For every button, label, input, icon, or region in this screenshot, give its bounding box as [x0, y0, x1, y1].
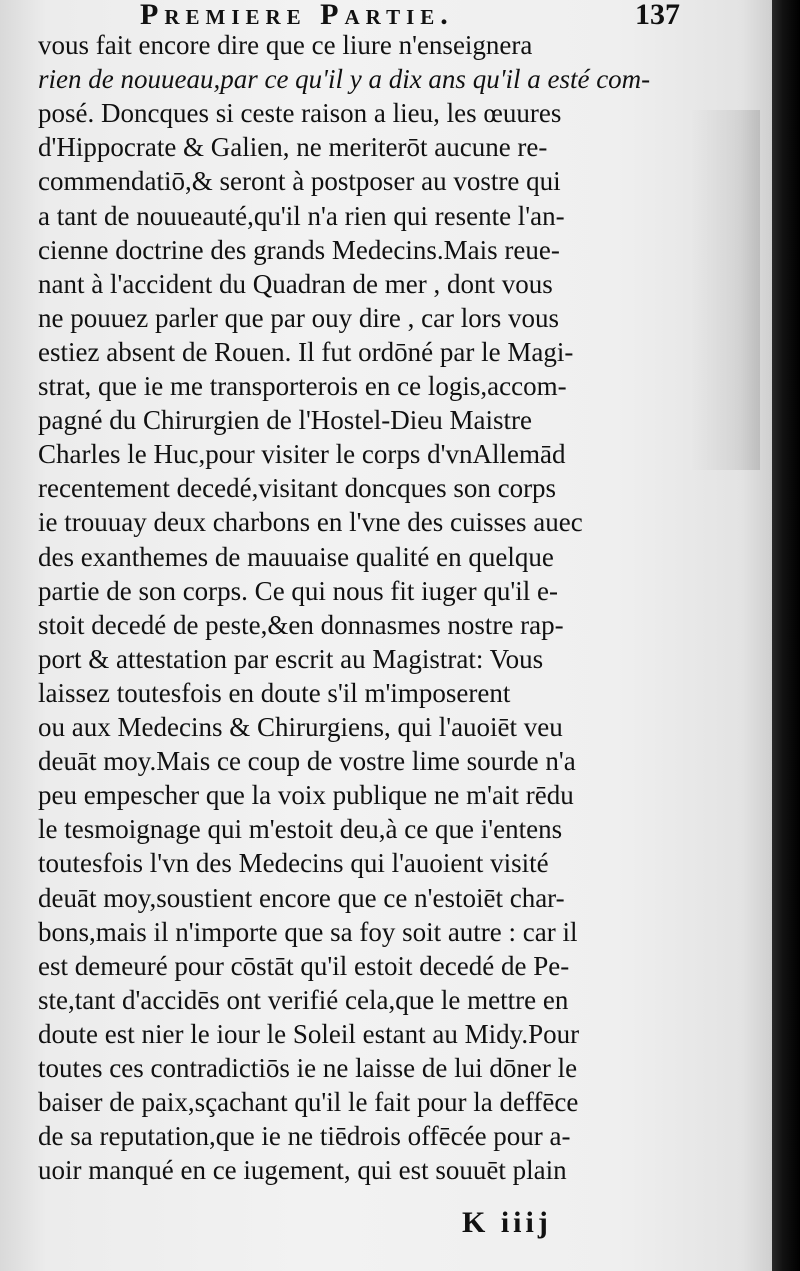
text-line: deuāt moy.Mais ce coup de vostre lime sourde n'a [38, 746, 576, 777]
text-line: strat, que ie me transporterois en ce logis,accom- [38, 371, 567, 401]
text-line: baiser de paix,sçachant qu'il le fait pour la deffēce [38, 1087, 579, 1118]
text-line: des exanthemes de mauuaise qualité en quelque [38, 541, 554, 572]
text-line: cienne doctrine des grands Medecins.Mais reue- [38, 234, 560, 265]
text-line: pagné du Chirurgien de l'Hostel-Dieu Maistre [38, 405, 533, 436]
page-number: 137 [635, 0, 680, 31]
text-line: posé. Doncques si ceste raison a lieu, les œuures [38, 98, 562, 129]
text-line: laissez toutesfois en doute s'il m'imposerent [38, 677, 511, 708]
text-line: ie trouuay deux charbons en l'vne des cuisses auec [38, 507, 583, 538]
text-line: vous fait encore dire que ce liure n'enseignera [38, 30, 533, 60]
text-line: de sa reputation,que ie ne tiēdrois offēcée pour a- [38, 1121, 571, 1152]
text-line: port & attestation par escrit au Magistrat: Vous [38, 643, 544, 674]
text-line: rien de nouueau,par ce qu'il y a dix ans qu'il a esté com- [38, 64, 651, 95]
text-line: bons,mais il n'importe que sa foy soit autre : car il [38, 916, 578, 947]
text-line: deuāt moy,soustient encore que ce n'estoiēt char- [38, 882, 565, 913]
signature-mark: K iiij [462, 1206, 552, 1239]
text-line: peu empescher que la voix publique ne m'ait rēdu [38, 780, 574, 811]
text-line: toutes ces contradictiōs ie ne laisse de lui dōner le [38, 1053, 578, 1083]
text-line: doute est nier le iour le Soleil estant au Midy.Pour [38, 1018, 580, 1049]
text-line: recentement decedé,visitant doncques son corps [38, 473, 557, 504]
text-line: ne pouuez parler que par ouy dire , car lors vous [38, 302, 560, 333]
text-line: partie de son corps. Ce qui nous fit iuger qu'il e- [38, 575, 559, 606]
text-line: nant à l'accident du Quadran de mer , dont vous [38, 268, 553, 299]
page-shadow [690, 110, 760, 470]
text-line: Charles le Huc,pour visiter le corps d'vnAllemād [38, 439, 566, 470]
binding-gutter [772, 0, 800, 1271]
text-line: commendatiō,& seront à postposer au vostre qui [38, 166, 561, 197]
text-line: stoit decedé de peste,&en donnasmes nostre rap- [38, 609, 564, 640]
page-header [140, 0, 680, 30]
text-line: est demeuré pour cōstāt qu'il estoit decedé de Pe- [38, 950, 570, 981]
text-line: ste,tant d'accidēs ont verifié cela,que le mettre en [38, 984, 569, 1015]
text-line: a tant de nouueauté,qu'il n'a rien qui resente l'an- [38, 200, 565, 231]
text-line: ou aux Medecins & Chirurgiens, qui l'auoiēt veu [38, 712, 563, 742]
running-head: Premiere Partie. [140, 0, 454, 31]
text-line: d'Hippocrate & Galien, ne meriterōt aucune re- [38, 132, 548, 163]
text-line: estiez absent de Rouen. Il fut ordōné par le Magi- [38, 336, 574, 367]
text-line: uoir manqué en ce iugement, qui est souuēt plain [38, 1155, 567, 1186]
text-line: toutesfois l'vn des Medecins qui l'auoient visité [38, 848, 549, 879]
text-line: le tesmoignage qui m'estoit deu,à ce que i'entens [38, 814, 563, 845]
